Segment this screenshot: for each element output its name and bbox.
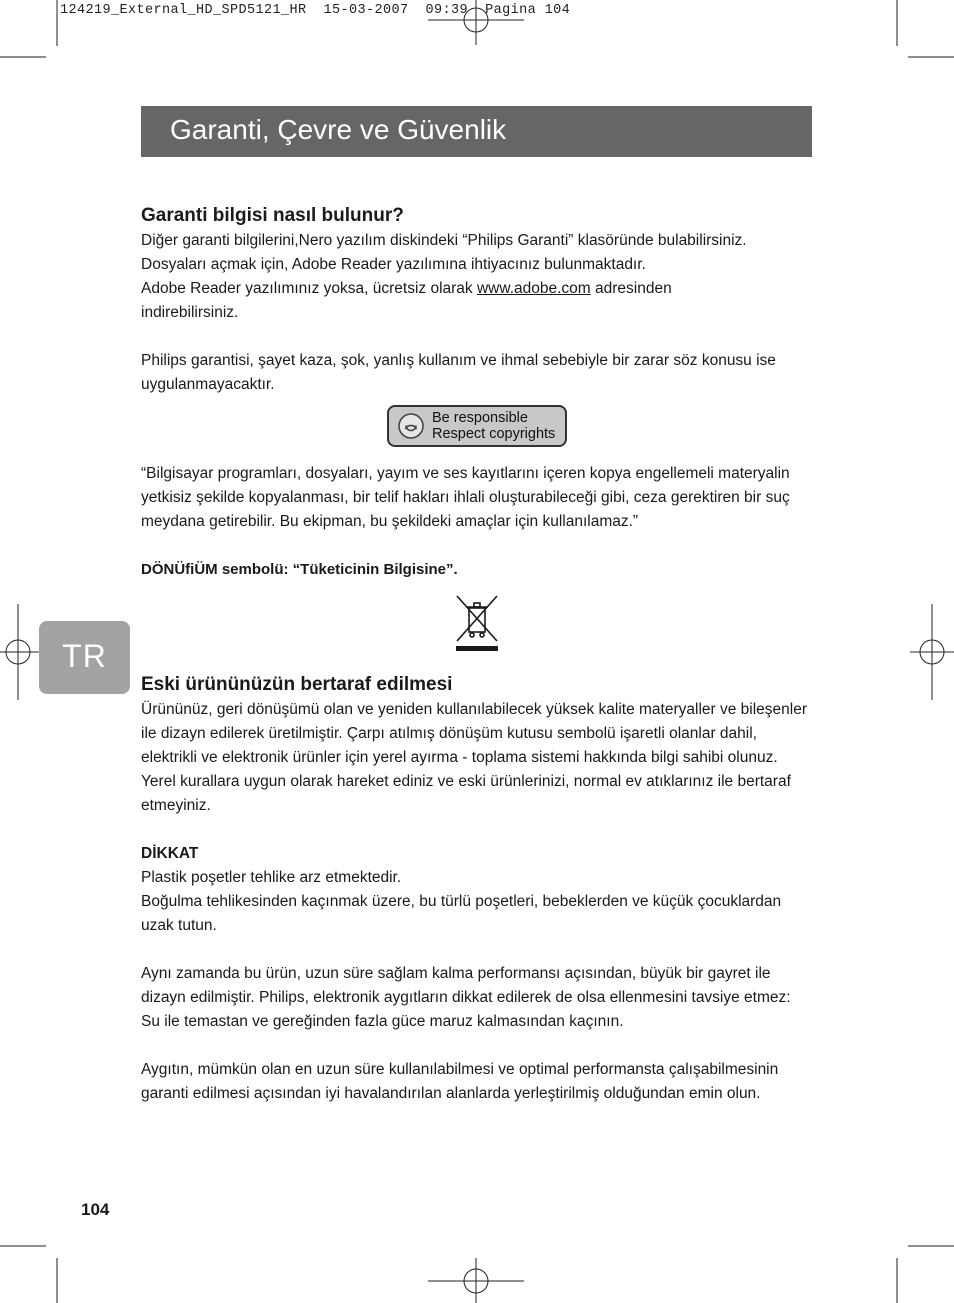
recycle-heading: DÖNÜfiÜM sembolü: “Tüketicinin Bilgisine”. (141, 561, 458, 578)
page-number: 104 (81, 1200, 110, 1219)
registration-mark-right (910, 604, 954, 700)
caution-line-1: Plastik poşetler tehlike arz etmektedir. (141, 869, 402, 886)
crossed-out-bin-icon (453, 594, 501, 654)
disposal-heading: Eski ürününüzün bertaraf edilmesi (141, 674, 453, 695)
language-code: TR (62, 638, 107, 674)
disposal-body: Ürününüz, geri dönüşümü olan ve yeniden kullanılabilecek yüksek kalite materyaller ve bileşenler ile dizayn edilerek üretilmiştir. Çarpı atılmış dönüşüm kutusu sembolü işaretli olanlar dahil, elektrikli ve elektronik ürünler için yerel ayırma - toplama sistemi hakkında bilgi sahibi olunuz. Yerel kurallara uygun olarak hareket ediniz ve eski ürünlerinizi, normal ev atıklarınız ile bertaraf etmeyiniz. (141, 701, 808, 814)
caution-paragraph-2: Aynı zamanda bu ürün, uzun süre sağlam kalma performansı açısından, büyük bir gayret ile dizayn edilmiştir. Philips, elektronik aygıtların dikkat edilerek de olsa ellenmesini tavsiye etmez: Su ile temastan ve gereğinden fazla güce maruz kalmasından kaçının. (141, 965, 791, 1030)
warranty-line-2: Dosyaları açmak için, Adobe Reader yazılımına ihtiyacınız bulunmaktadır. (141, 256, 646, 273)
registration-mark-bottom (428, 1258, 524, 1303)
language-tab (39, 621, 130, 694)
warranty-line-3 (141, 277, 813, 301)
warranty-line-4: indirebilirsiniz. (141, 304, 239, 321)
copyright-circle-icon (397, 412, 425, 440)
respect-copyrights-badge (387, 405, 567, 447)
badge-line-2: Respect copyrights (432, 426, 556, 442)
caution-line-2: Boğulma tehlikesinden kaçınmak üzere, bu türlü poşetleri, bebeklerden ve küçük çocuklardan uzak tutun. (141, 893, 782, 934)
main-content (141, 203, 813, 1106)
page-title: Garanti, Çevre ve Güvenlik (170, 114, 507, 145)
warranty-disclaimer: Philips garantisi, şayet kaza, şok, yanlış kullanım ve ihmal sebebiyle bir zarar söz konusu ise uygulanmayacaktır. (141, 352, 776, 393)
adobe-link[interactable]: www.adobe.com (476, 280, 591, 297)
print-header: 124219_External_HD_SPD5121_HR 15-03-2007 09:39 Pagina 104 (60, 3, 571, 18)
warranty-line-1: Diğer garanti bilgilerini,Nero yazılım diskindeki “Philips Garanti” klasöründe bulabilirsiniz. (141, 232, 747, 249)
title-bar (141, 106, 812, 157)
warranty-line-3-start: Adobe Reader yazılımınız yoksa, ücretsiz olarak (141, 280, 477, 297)
caution-heading: DİKKAT (141, 845, 199, 862)
registration-mark-left (0, 604, 40, 700)
copyright-quote: “Bilgisayar programları, dosyaları, yayım ve ses kayıtlarını içeren kopya engellemeli materyalin yetkisiz şekilde kopyalanması, bir telif hakları ihlali oluşturabileceği gibi, ceza gerektiren bir suç meydana getirebilir. Bu ekipman, bu şekildeki amaçlar için kullanılamaz.” (141, 465, 790, 530)
badge-line-1: Be responsible (432, 410, 528, 426)
warranty-heading: Garanti bilgisi nasıl bulunur? (141, 205, 404, 226)
warranty-line-3-end: adresinden (590, 280, 672, 297)
caution-paragraph-3: Aygıtın, mümkün olan en uzun süre kullanılabilmesi ve optimal performansta çalışabilmesinin garanti edilmesi açısından iyi havalandırılan alanlarda yerleştirilmiş olduğundan emin olun. (141, 1061, 779, 1102)
